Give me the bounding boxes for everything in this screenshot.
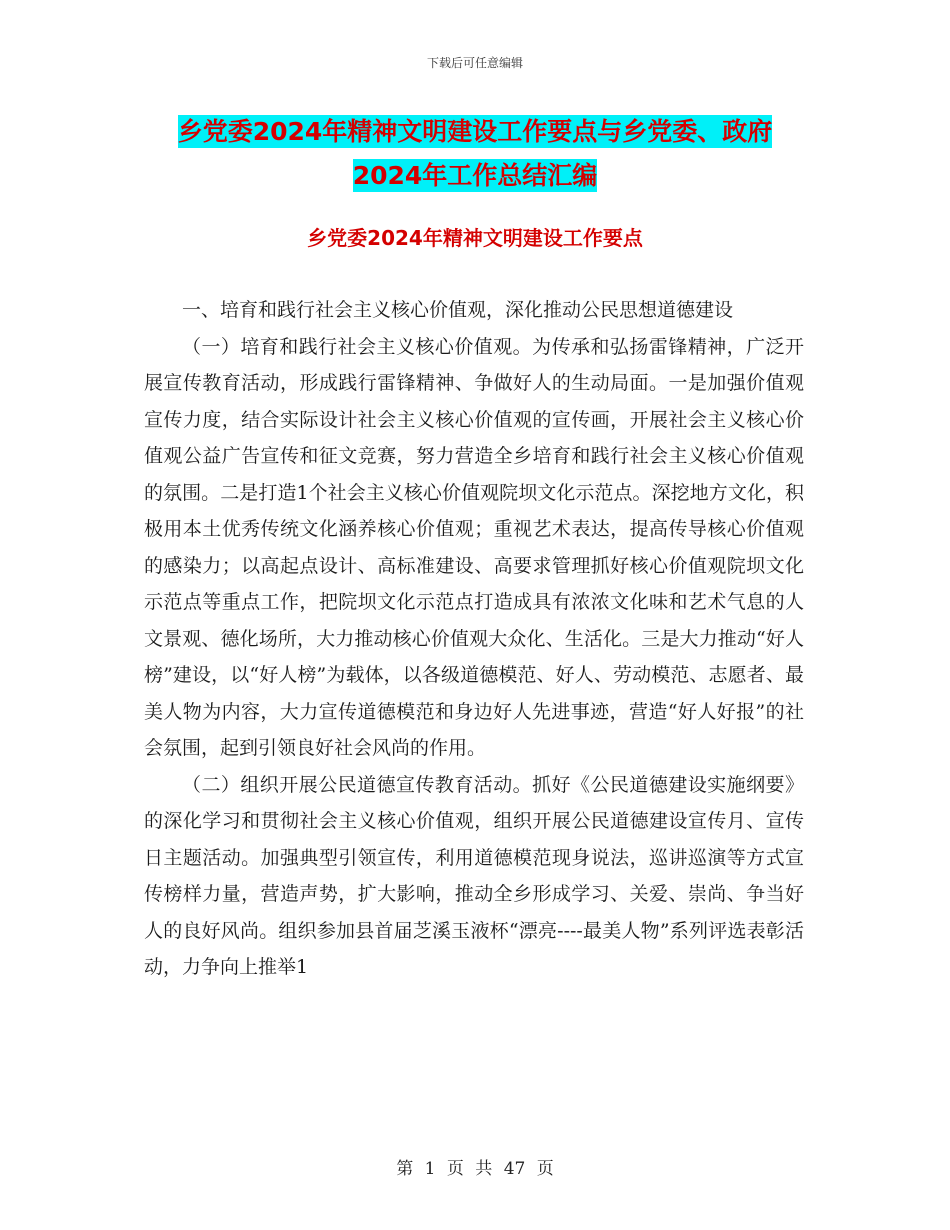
main-title-line2: 2024年工作总结汇编	[352, 161, 598, 190]
main-title-line1: 乡党委2024年精神文明建设工作要点与乡党委、政府	[177, 117, 773, 146]
header-note: 下载后可任意编辑	[426, 56, 523, 70]
paragraph-2: （一）培育和践行社会主义核心价值观。为传承和弘扬雷锋精神，广泛开展宣传教育活动，形成践行雷锋精神、争做好人的生动局面。一是加强价值观宣传力度，结合实际设计社会主义核心价值观的宣传画，开展社会主义核心价值观公益广告宣传和征文竞赛，努力营造全乡培育和践行社会主义核心价值观的氛围。二是打造1个社会主义核心价值观院坝文化示范点。深挖地方文化，积极用本土优秀传统文化涵养核心价值观；重视艺术表达，提高传导核心价值观的感染力；以高起点设计、高标准建设、高要求管理抓好核心价值观院坝文化示范点等重点工作，把院坝文化示范点打造成具有浓浓文化味和艺术气息的人文景观、德化场所，大力推动核心价值观大众化、生活化。三是大力推动“好人榜”建设，以“好人榜”为载体，以各级道德模范、好人、劳动模范、志愿者、最美人物为内容，大力宣传道德模范和身边好人先进事迹，营造“好人好报”的社会氛围，起到引领良好社会风尚的作用。	[144, 335, 804, 759]
section-title: 乡党委2024年精神文明建设工作要点	[307, 226, 643, 250]
paragraph-1: 一、培育和践行社会主义核心价值观，深化推动公民思想道德建设	[182, 299, 734, 321]
paragraph-3: （二）组织开展公民道德宣传教育活动。抓好《公民道德建设实施纲要》的深化学习和贯彻社会主义核心价值观，组织开展公民道德建设宣传月、宣传日主题活动。加强典型引领宣传，利用道德模范现身说法，巡讲巡演等方式宣传榜样力量，营造声势，扩大影响，推动全乡形成学习、关爱、崇尚、争当好人的良好风尚。组织参加县首届芝溪玉液杯“漂亮----最美人物”系列评选表彰活动，力争向上推举1	[144, 773, 804, 978]
page-footer: 第 1 页 共 47 页	[396, 1159, 554, 1179]
body-text	[144, 292, 804, 986]
main-title	[0, 110, 950, 198]
